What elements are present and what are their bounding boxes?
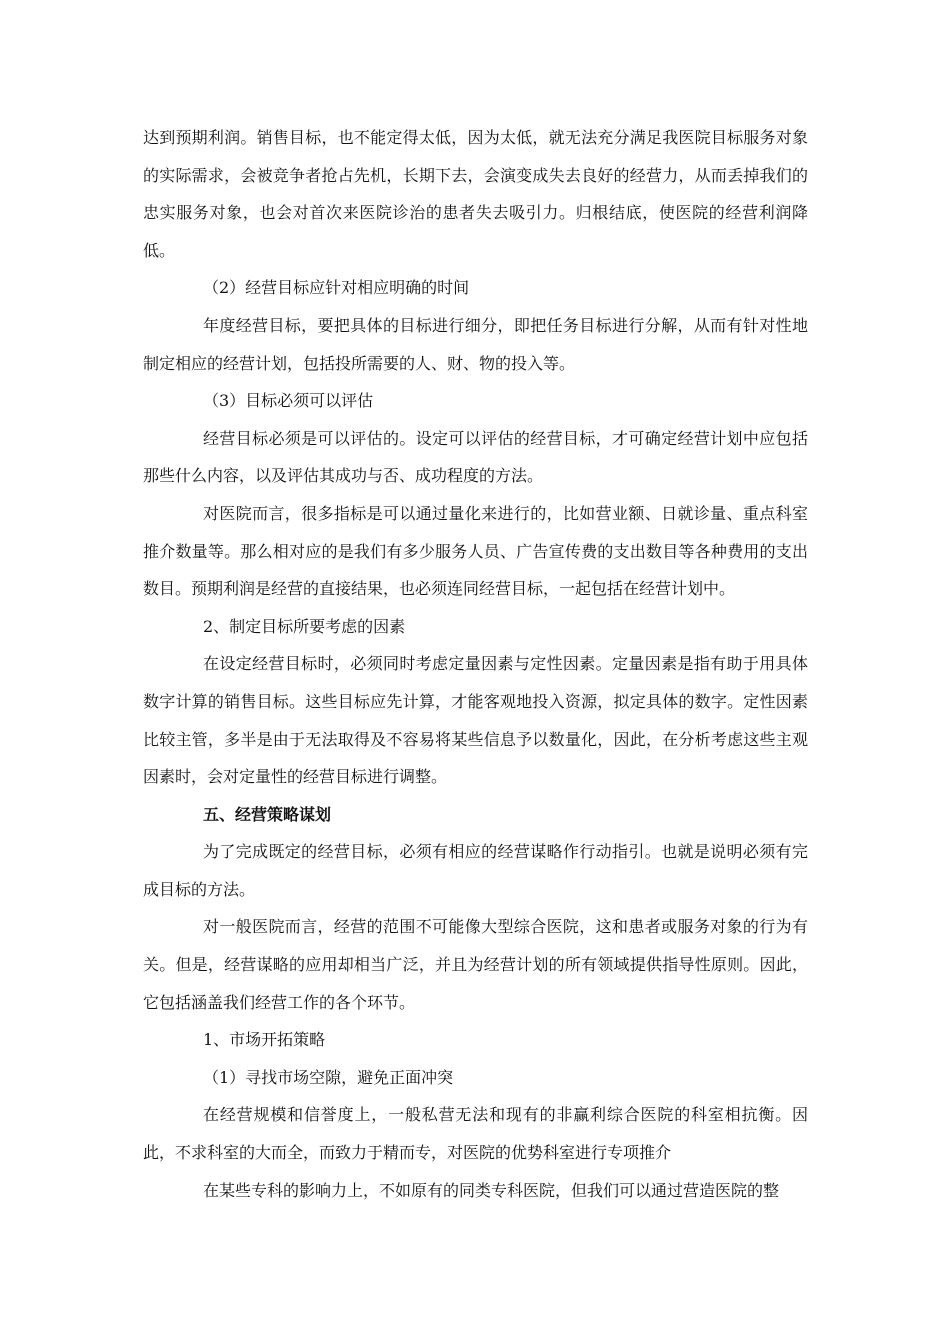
- section-heading: 五、经营策略谋划: [203, 804, 332, 824]
- subheading: （2）经营目标应针对相应明确的时间: [203, 278, 470, 298]
- paragraph: 经营目标必须是可以评估的。设定可以评估的经营目标，才可确定经营计划中应包括那些什么内容，以及评估其成功与否、成功程度的方法。: [143, 428, 808, 486]
- paragraph: 年度经营目标，要把具体的目标进行细分，即把任务目标进行分解，从而有针对性地制定相应的经营计划，包括投所需要的人、财、物的投入等。: [143, 315, 808, 373]
- paragraph: 对一般医院而言，经营的范围不可能像大型综合医院，这和患者或服务对象的行为有关。但是，经营谋略的应用却相当广泛，并且为经营计划的所有领域提供指导性原则。因此，它包括涵盖我们经营工作的各个环节。: [143, 917, 808, 1012]
- numbered-heading: 2、制定目标所要考虑的因素: [203, 616, 406, 636]
- paragraph: 在经营规模和信誉度上，一般私营无法和现有的非赢利综合医院的科室相抗衡。因此，不求科室的大而全，而致力于精而专，对医院的优势科室进行专项推介: [143, 1105, 808, 1163]
- document-body: [143, 119, 808, 1209]
- subheading: （1）寻找市场空隙，避免正面冲突: [203, 1067, 454, 1087]
- paragraph: 达到预期利润。销售目标，也不能定得太低，因为太低，就无法充分满足我医院目标服务对象的实际需求，会被竞争者抢占先机，长期下去，会演变成失去良好的经营力，从而丢掉我们的忠实服务对象，也会对首次来医院诊治的患者失去吸引力。归根结底，使医院的经营利润降低。: [143, 128, 808, 260]
- paragraph: 在某些专科的影响力上，不如原有的同类专科医院，但我们可以通过营造医院的整: [203, 1180, 780, 1200]
- paragraph: 在设定经营目标时，必须同时考虑定量因素与定性因素。定量因素是指有助于用具体数字计算的销售目标。这些目标应先计算，才能客观地投入资源，拟定具体的数字。定性因素比较主管，多半是由于无法取得及不容易将某些信息予以数量化，因此，在分析考虑这些主观因素时，会对定量性的经营目标进行调整。: [143, 654, 808, 787]
- subheading: （3）目标必须可以评估: [203, 391, 374, 411]
- paragraph: 对医院而言，很多指标是可以通过量化来进行的，比如营业额、日就诊量、重点科室推介数量等。那么相对应的是我们有多少服务人员、广告宣传费的支出数目等各种费用的支出数目。预期利润是经营的直接结果，也必须连同经营目标，一起包括在经营计划中。: [143, 503, 808, 599]
- numbered-heading: 1、市场开拓策略: [203, 1030, 326, 1050]
- paragraph: 为了完成既定的经营目标，必须有相应的经营谋略作行动指引。也就是说明必须有完成目标的方法。: [143, 842, 808, 899]
